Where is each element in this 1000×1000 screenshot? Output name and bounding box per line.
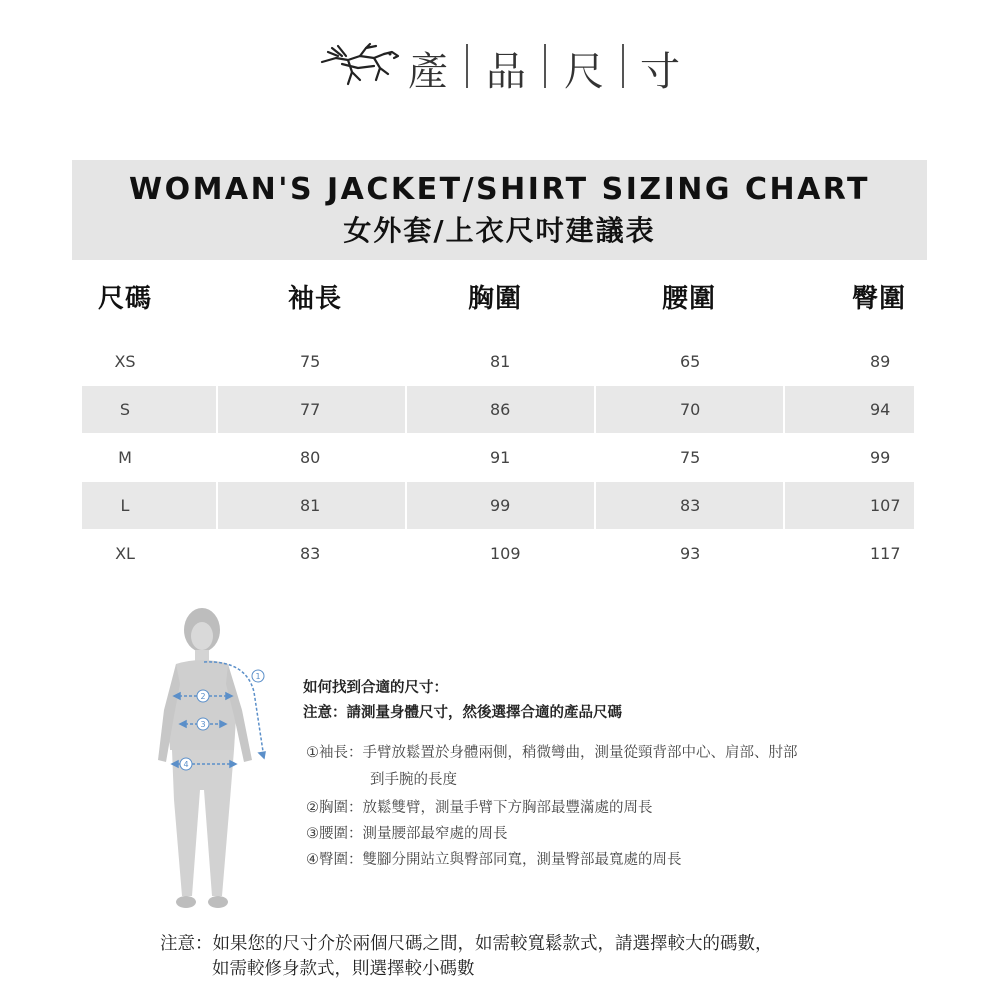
instruction-step: ④臀圍：雙腳分開站立與臀部同寬，測量臀部最寬處的周長 <box>306 852 682 868</box>
chart-title-zh: 女外套/上衣尺吋建議表 <box>343 214 656 247</box>
marker-label: 3 <box>200 720 206 729</box>
title-separator <box>622 44 624 88</box>
table-row <box>82 434 914 481</box>
table-row <box>82 386 914 433</box>
table-cell: 70 <box>596 386 783 433</box>
table-cell: 99 <box>870 448 891 467</box>
table-cell: L <box>82 482 216 529</box>
table-cell: 94 <box>785 386 914 433</box>
column-header-sleeve: 袖長 <box>288 284 343 314</box>
table-cell: 89 <box>870 352 891 371</box>
table-cell: 99 <box>407 482 594 529</box>
instructions-note: 注意：請測量身體尺寸，然後選擇合適的產品尺碼 <box>303 705 622 721</box>
table-row <box>82 530 914 577</box>
table-cell: 83 <box>300 544 321 563</box>
figure-torso <box>168 660 236 750</box>
table-cell: 83 <box>596 482 783 529</box>
footer-note-line2: 如需較修身款式，則選擇較小碼數 <box>212 959 475 979</box>
marker-label: 1 <box>255 672 261 681</box>
column-header-waist: 腰圍 <box>662 284 717 314</box>
figure-legs <box>172 750 234 896</box>
marker-label: 4 <box>183 760 189 769</box>
table-cell: 80 <box>300 448 321 467</box>
size-table <box>82 338 914 578</box>
table-cell: 86 <box>407 386 594 433</box>
table-cell: 65 <box>680 352 701 371</box>
chart-title-en: WOMAN'S JACKET/SHIRT SIZING CHART <box>128 172 871 207</box>
column-header-size: 尺碼 <box>98 284 153 314</box>
instruction-step: ②胸圍：放鬆雙臂，測量手臂下方胸部最豐滿處的周長 <box>306 800 653 816</box>
marker-label: 2 <box>200 692 206 701</box>
column-header-hip: 臀圍 <box>852 284 907 314</box>
table-cell: 77 <box>218 386 405 433</box>
table-cell: 81 <box>490 352 511 371</box>
title-char: 寸 <box>640 49 682 95</box>
table-row <box>82 482 914 529</box>
page-header <box>0 38 1000 94</box>
footer-note-line1: 注意：如果您的尺寸介於兩個尺碼之間，如需較寬鬆款式，請選擇較大的碼數， <box>160 934 773 954</box>
table-cell: 81 <box>218 482 405 529</box>
title-char: 產 <box>408 49 450 95</box>
table-cell: 107 <box>785 482 914 529</box>
instruction-step-continued: 到手腕的長度 <box>370 772 457 788</box>
title-separator <box>466 44 468 88</box>
instruction-step: ③腰圍：測量腰部最窄處的周長 <box>306 826 508 842</box>
brand-logo-icon <box>318 40 400 88</box>
body-measurement-figure <box>150 600 280 920</box>
title-char: 品 <box>486 49 528 95</box>
column-header-chest: 胸圍 <box>468 284 523 314</box>
table-cell: XL <box>115 544 135 563</box>
table-row <box>82 338 914 385</box>
table-cell: XS <box>114 352 136 371</box>
table-cell: 91 <box>490 448 511 467</box>
title-separator <box>544 44 546 88</box>
table-cell: S <box>82 386 216 433</box>
table-cell: M <box>118 448 132 467</box>
instructions-title: 如何找到合適的尺寸： <box>303 680 448 696</box>
table-cell: 117 <box>870 544 901 563</box>
chart-banner <box>72 160 927 260</box>
table-cell: 75 <box>680 448 701 467</box>
title-char: 尺 <box>564 49 606 95</box>
table-cell: 75 <box>300 352 321 371</box>
instruction-step: ①袖長：手臂放鬆置於身體兩側，稍微彎曲，測量從頸背部中心、肩部、肘部 <box>306 745 798 761</box>
table-cell: 109 <box>490 544 521 563</box>
table-cell: 93 <box>680 544 701 563</box>
